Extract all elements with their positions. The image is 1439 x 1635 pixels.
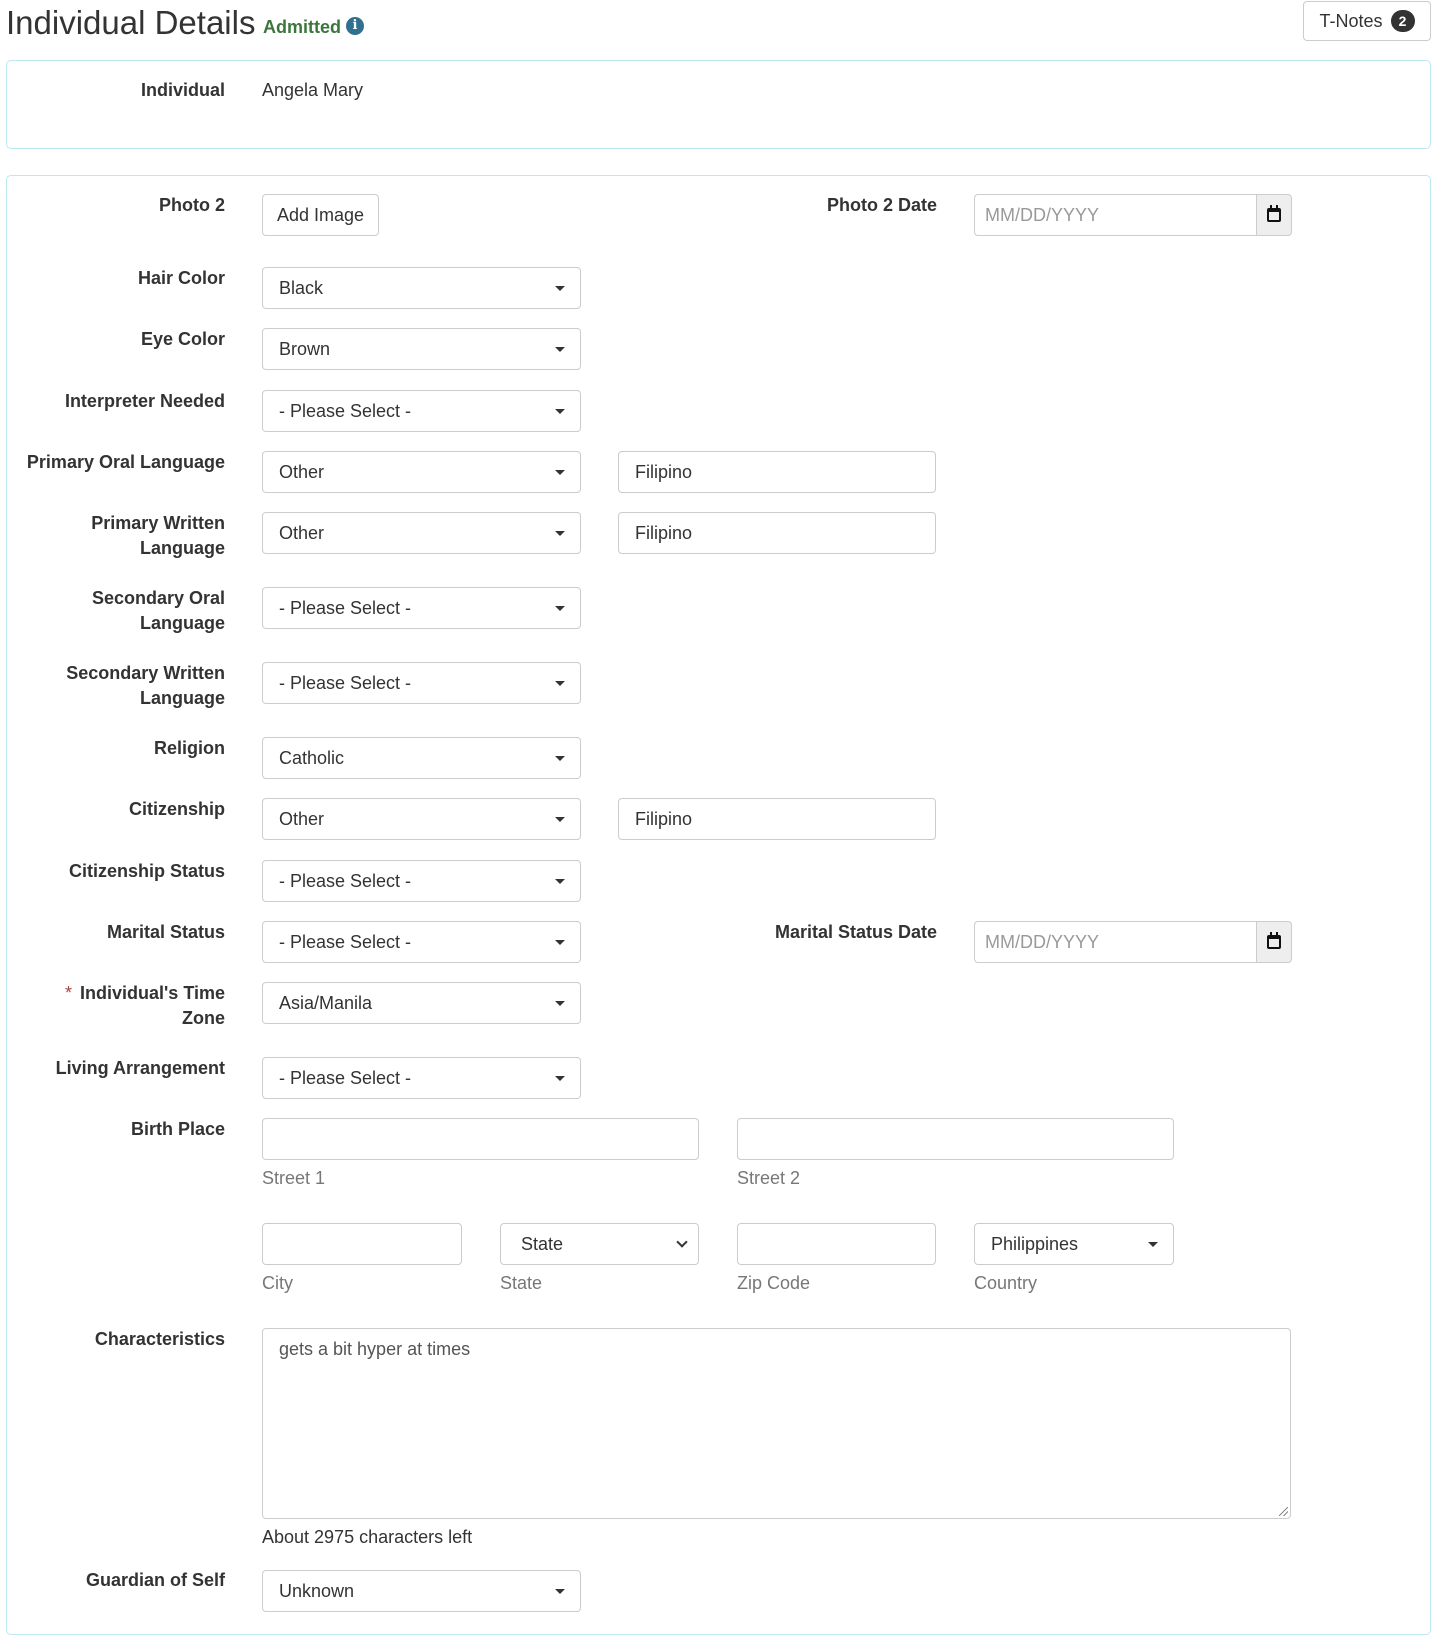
eye-color-value: Brown — [279, 338, 331, 359]
hair-color-label: Hair Color — [137, 268, 225, 288]
interpreter-needed-select[interactable] — [262, 390, 581, 432]
photo2-date-label: Photo 2 Date — [826, 195, 937, 215]
chevron-down-icon — [555, 606, 565, 611]
chevron-down-icon — [555, 347, 565, 352]
citizenship-status-value: - Please Select - — [279, 870, 412, 891]
secondary-written-language-value: - Please Select - — [279, 672, 412, 693]
hair-color-value: Black — [279, 277, 324, 298]
religion-label: Religion — [154, 738, 225, 758]
citizenship-other-value: Filipino — [635, 808, 693, 829]
secondary-oral-language-select[interactable] — [262, 587, 581, 629]
tnotes-label: T-Notes — [1319, 10, 1383, 31]
chevron-down-icon — [555, 940, 565, 945]
calendar-icon — [1267, 935, 1281, 949]
characteristics-label: Characteristics — [94, 1329, 225, 1349]
primary-written-language-value: Other — [279, 522, 325, 543]
photo2-label: Photo 2 — [159, 195, 225, 215]
marital-status-date-field[interactable] — [974, 921, 1292, 963]
label-line: Primary Written — [91, 513, 225, 533]
primary-oral-language-other-value: Filipino — [635, 461, 693, 482]
characters-left-help: About 2975 characters left — [262, 1527, 473, 1547]
marital-status-select[interactable] — [262, 921, 581, 963]
secondary-oral-language-value: - Please Select - — [279, 597, 412, 618]
label-line: Language — [139, 538, 225, 558]
birth-state-select[interactable] — [500, 1223, 699, 1265]
interpreter-needed-value: - Please Select - — [279, 400, 412, 421]
citizenship-other-input[interactable] — [618, 798, 936, 840]
chevron-down-icon — [1148, 1242, 1158, 1247]
chevron-down-icon — [555, 470, 565, 475]
guardian-of-self-select[interactable] — [262, 1570, 581, 1612]
primary-oral-language-label: Primary Oral Language — [26, 452, 225, 472]
individual-label: Individual — [140, 80, 225, 100]
birth-street2-input[interactable] — [737, 1118, 1174, 1160]
interpreter-needed-label: Interpreter Needed — [64, 391, 225, 411]
guardian-of-self-label: Guardian of Self — [85, 1570, 225, 1590]
birth-country-select[interactable] — [974, 1223, 1174, 1265]
religion-select[interactable] — [262, 737, 581, 779]
zip-sublabel: Zip Code — [737, 1273, 811, 1293]
birth-country-value: Philippines — [991, 1233, 1079, 1254]
chevron-down-icon — [555, 1076, 565, 1081]
marital-status-date-picker-button[interactable] — [1256, 921, 1292, 963]
chevron-down-icon — [676, 1236, 687, 1247]
time-zone-label — [5, 981, 225, 1031]
eye-color-label: Eye Color — [140, 329, 225, 349]
tnotes-button[interactable] — [1303, 1, 1431, 41]
chevron-down-icon — [555, 681, 565, 686]
birth-street1-input[interactable] — [262, 1118, 699, 1160]
label-line: Individual's Time — [80, 983, 225, 1003]
citizenship-status-select[interactable] — [262, 860, 581, 902]
calendar-icon — [1267, 208, 1281, 222]
marital-status-label: Marital Status — [106, 922, 225, 942]
label-line: Zone — [182, 1008, 225, 1028]
individual-name: Angela Mary — [262, 80, 364, 100]
page-title: Individual Details — [6, 4, 256, 41]
required-asterisk: * — [65, 983, 73, 1003]
resize-handle-icon[interactable] — [1279, 1507, 1288, 1516]
time-zone-select[interactable] — [262, 982, 581, 1024]
primary-oral-language-other-input[interactable] — [618, 451, 936, 493]
birth-state-value: State — [521, 1233, 564, 1254]
info-circle-icon[interactable]: i — [346, 17, 364, 35]
chevron-down-icon — [555, 286, 565, 291]
marital-status-date-input[interactable]: MM/DD/YYYY — [974, 921, 1257, 963]
characteristics-value: gets a bit hyper at times — [279, 1339, 471, 1359]
photo2-date-picker-button[interactable] — [1256, 194, 1292, 236]
citizenship-select[interactable] — [262, 798, 581, 840]
citizenship-status-label: Citizenship Status — [68, 861, 225, 881]
citizenship-value: Other — [279, 808, 325, 829]
chevron-down-icon — [555, 531, 565, 536]
admission-status: Admitted — [263, 17, 341, 37]
photo2-date-input[interactable]: MM/DD/YYYY — [974, 194, 1257, 236]
primary-written-language-label — [5, 511, 225, 561]
tnotes-count-badge: 2 — [1391, 10, 1415, 32]
primary-written-language-other-value: Filipino — [635, 522, 693, 543]
citizenship-label: Citizenship — [128, 799, 225, 819]
primary-oral-language-select[interactable] — [262, 451, 581, 493]
chevron-down-icon — [555, 817, 565, 822]
birth-place-label: Birth Place — [130, 1119, 225, 1139]
country-sublabel: Country — [974, 1273, 1038, 1293]
chevron-down-icon — [555, 756, 565, 761]
religion-value: Catholic — [279, 747, 345, 768]
chevron-down-icon — [555, 1001, 565, 1006]
secondary-written-language-select[interactable] — [262, 662, 581, 704]
street2-sublabel: Street 2 — [737, 1168, 801, 1188]
chevron-down-icon — [555, 879, 565, 884]
state-sublabel: State — [500, 1273, 543, 1293]
primary-oral-language-value: Other — [279, 461, 325, 482]
eye-color-select[interactable] — [262, 328, 581, 370]
individual-panel — [6, 60, 1431, 149]
guardian-of-self-value: Unknown — [279, 1580, 355, 1601]
hair-color-select[interactable] — [262, 267, 581, 309]
birth-city-input[interactable] — [262, 1223, 462, 1265]
label-line: Secondary Written — [66, 663, 225, 683]
living-arrangement-select[interactable] — [262, 1057, 581, 1099]
secondary-oral-language-label — [5, 586, 225, 636]
label-line: Secondary Oral — [91, 588, 225, 608]
time-zone-value: Asia/Manila — [279, 992, 373, 1013]
primary-written-language-select[interactable] — [262, 512, 581, 554]
chevron-down-icon — [555, 1589, 565, 1594]
characteristics-textarea[interactable] — [262, 1328, 1291, 1519]
add-image-button[interactable]: Add Image — [262, 194, 379, 236]
living-arrangement-value: - Please Select - — [279, 1067, 412, 1088]
label-line: Language — [139, 688, 225, 708]
marital-status-value: - Please Select - — [279, 931, 412, 952]
chevron-down-icon — [555, 409, 565, 414]
city-sublabel: City — [262, 1273, 293, 1293]
primary-written-language-other-input[interactable] — [618, 512, 936, 554]
street1-sublabel: Street 1 — [262, 1168, 326, 1188]
secondary-written-language-label — [5, 661, 225, 711]
birth-zip-input[interactable] — [737, 1223, 936, 1265]
label-line: Language — [139, 613, 225, 633]
marital-status-date-label: Marital Status Date — [774, 922, 937, 942]
photo2-date-field[interactable] — [974, 194, 1292, 236]
living-arrangement-label: Living Arrangement — [55, 1058, 225, 1078]
